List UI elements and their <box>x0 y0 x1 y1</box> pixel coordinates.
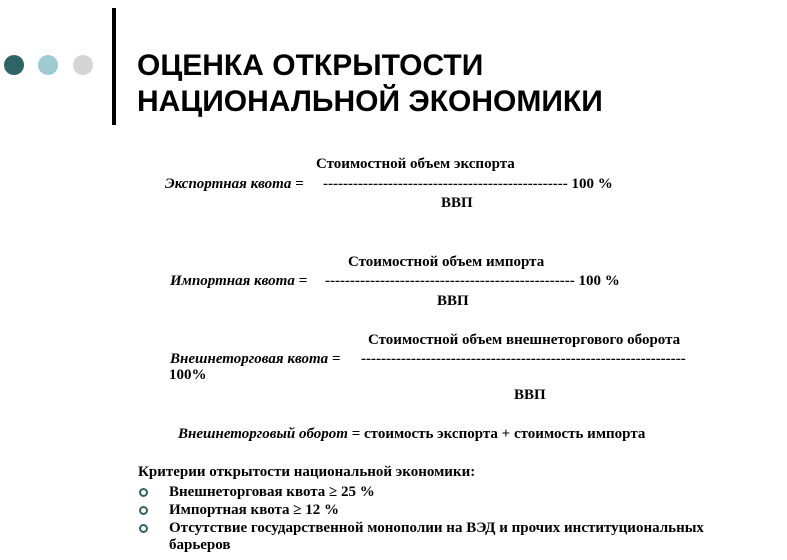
export-denominator: ВВП <box>441 195 473 211</box>
import-quota-label: Импортная квота = <box>170 273 308 289</box>
page-title <box>137 48 603 120</box>
export-numerator: Стоимостной объем экспорта <box>316 156 515 172</box>
import-fraction-line: -------------------------------------------------- 100 % <box>325 273 620 289</box>
title-line-1: ОЦЕНКА ОТКРЫТОСТИ <box>137 49 484 82</box>
criteria-heading: Критерии открытости национальной экономики: <box>138 464 476 480</box>
bullet-icon <box>139 488 148 497</box>
foreign-trade-denominator: ВВП <box>514 387 546 403</box>
criteria-item-text: Отсутствие государственной монополии на ВЭД и прочих институциональных барьеров <box>169 520 704 553</box>
criteria-item-text: Импортная квота ≥ 12 % <box>169 502 340 518</box>
import-denominator: ВВП <box>437 293 469 309</box>
foreign-trade-quota-label: Внешнеторговая квота = <box>170 351 341 367</box>
import-numerator: Стоимостной объем импорта <box>348 254 545 270</box>
bullet-icon <box>139 524 148 533</box>
criteria-list <box>138 484 769 555</box>
criteria-item <box>138 520 769 554</box>
turnover-definition <box>178 425 645 443</box>
criteria-item-text: Внешнеторговая квота ≥ 25 % <box>169 484 375 500</box>
export-quota-label: Экспортная квота = <box>165 176 304 192</box>
turnover-label: Внешнеторговый оборот <box>178 426 348 442</box>
criteria-item <box>138 502 769 519</box>
title-line-2: НАЦИОНАЛЬНОЙ ЭКОНОМИКИ <box>137 85 603 118</box>
export-fraction-line: ------------------------------------------------- 100 % <box>323 176 613 192</box>
decor-dot-dark <box>4 55 24 75</box>
title-divider <box>112 8 116 125</box>
criteria-item <box>138 484 769 501</box>
bullet-icon <box>139 506 148 515</box>
foreign-trade-percent: 100% <box>169 367 207 383</box>
turnover-formula: = стоимость экспорта + стоимость импорта <box>351 426 646 442</box>
foreign-trade-numerator: Стоимостной объем внешнеторгового оборота <box>368 332 681 348</box>
decor-dot-light <box>38 55 58 75</box>
decor-dot-gray <box>73 55 93 75</box>
foreign-trade-fraction-line: ----------------------------------------------------------------- <box>361 351 686 367</box>
